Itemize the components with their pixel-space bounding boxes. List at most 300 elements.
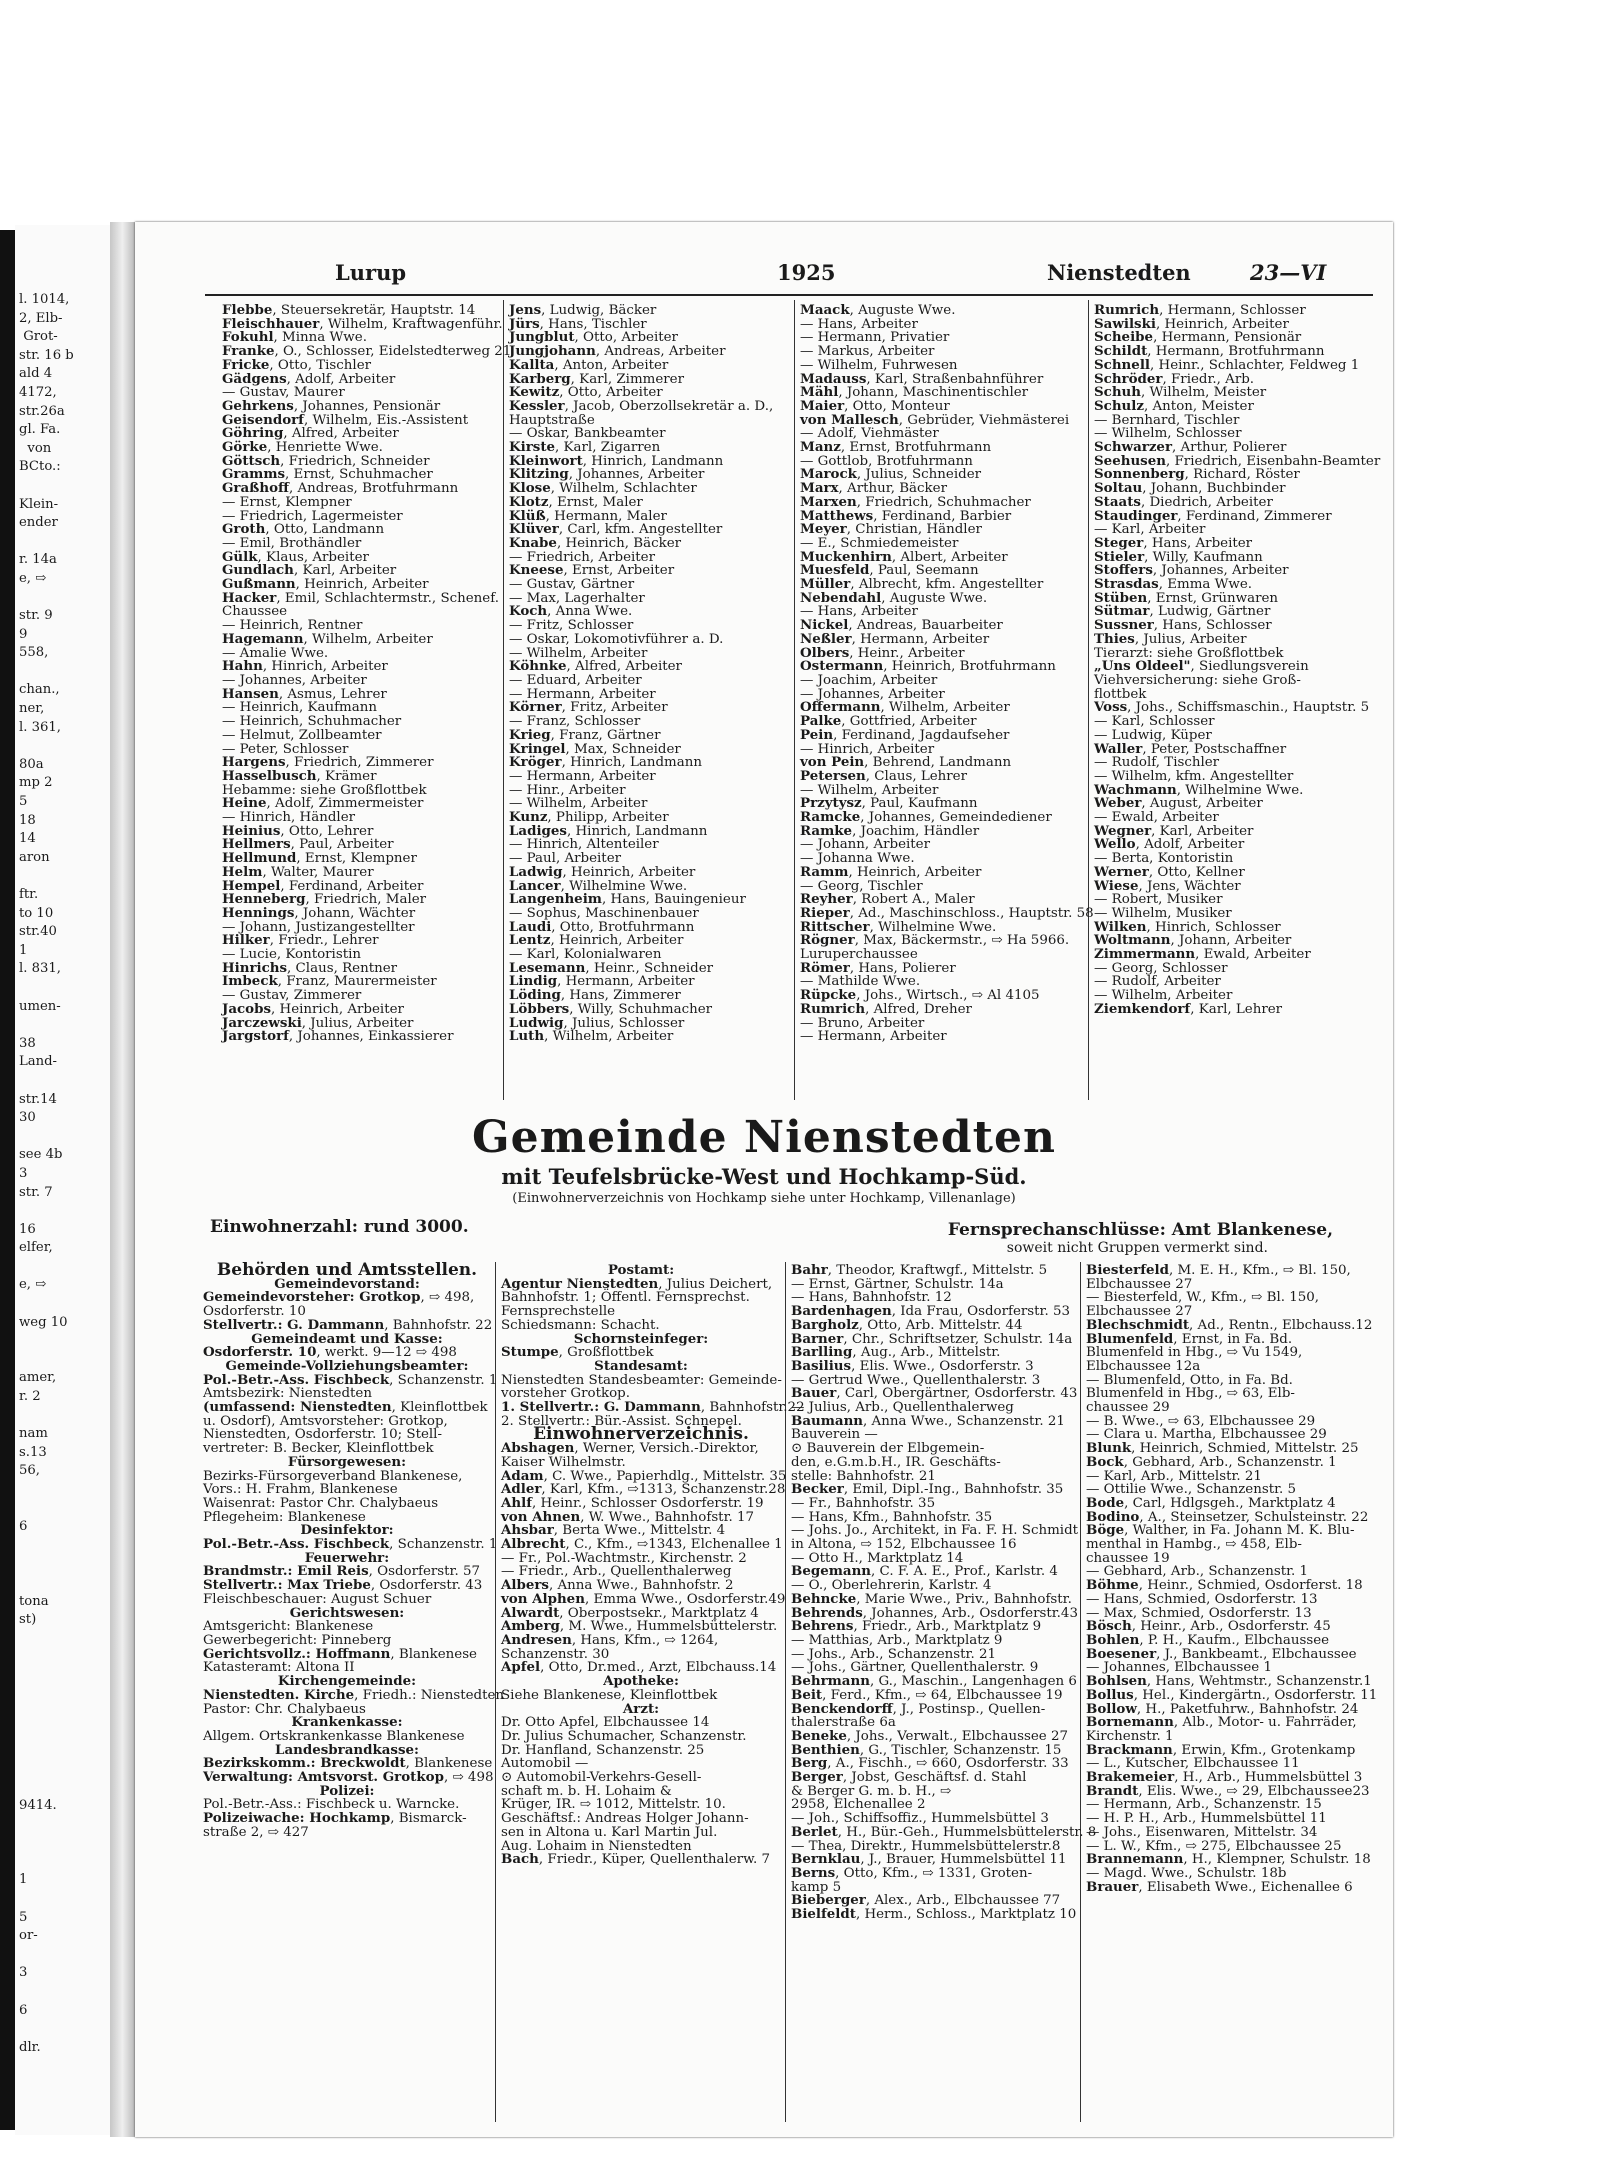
directory-entry: — Peter, Schlosser <box>222 741 349 757</box>
directory-entry: Kirste, Karl, Zigarren <box>509 439 661 456</box>
directory-entry: Behrends, Johannes, Arb., Osdorferstr.43 <box>791 1604 1078 1621</box>
directory-entry: — Johann, Justizangestellter <box>222 919 415 935</box>
directory-entry: Siehe Blankenese, Kleinflottbek <box>501 1687 718 1703</box>
directory-entry: Behrmann, G., Maschin., Langenhagen 6 <box>791 1673 1077 1690</box>
directory-entry: Steger, Hans, Arbeiter <box>1094 534 1253 551</box>
directory-entry: Polizeiwache: Hochkamp, Bismarck- <box>203 1810 467 1827</box>
directory-entry: — Karl, Schlosser <box>1094 714 1215 730</box>
directory-entry: Meyer, Christian, Händler <box>800 521 982 538</box>
directory-entry: — Hans, Arbeiter <box>800 316 918 332</box>
directory-entry: Kirchenstr. 1 <box>1086 1728 1174 1744</box>
directory-entry: Hagemann, Wilhelm, Arbeiter <box>222 630 433 647</box>
directory-entry: Kewitz, Otto, Arbeiter <box>509 384 663 401</box>
directory-entry: Hilker, Friedr., Lehrer <box>222 932 379 949</box>
directory-entry: Verwaltung: Amtsvorst. Grotkop, ⇨ 498 <box>203 1769 494 1786</box>
directory-entry: — Hermann, Arb., Schanzenstr. 15 <box>1086 1797 1322 1813</box>
directory-entry: Hempel, Ferdinand, Arbeiter <box>222 877 424 894</box>
directory-entry: — Fritz, Schlosser <box>509 618 634 634</box>
directory-entry: 2. Stellvertr.: Bür.-Assist. Schnepel. <box>501 1413 742 1429</box>
directory-entry: Gemeindeamt und Kasse: <box>251 1330 443 1347</box>
directory-entry: Wello, Adolf, Arbeiter <box>1094 836 1245 853</box>
telephone-note: Fernsprechanschlüsse: Amt Blankenese, <box>947 1220 1333 1240</box>
directory-entry: Jarczewski, Julius, Arbeiter <box>222 1014 414 1031</box>
directory-entry: Osdorferstr. 10 <box>203 1304 306 1320</box>
directory-entry: Wilken, Hinrich, Schlosser <box>1094 918 1281 935</box>
directory-entry: den, e.G.m.b.H., IR. Geschäfts- <box>791 1454 1001 1470</box>
directory-entry: Chaussee <box>222 604 288 620</box>
directory-entry: — Julius, Arb., Quellenthalerweg <box>791 1400 1014 1416</box>
directory-entry: — Wilhelm, Musiker <box>1094 905 1232 921</box>
binding-shadow <box>0 230 15 2130</box>
directory-entry: ⊙ Automobil-Verkehrs-Gesell- <box>501 1770 702 1786</box>
directory-entry: — Wilhelm, Arbeiter <box>509 645 648 661</box>
directory-entry: Luth, Wilhelm, Arbeiter <box>509 1028 674 1045</box>
directory-entry: — Biesterfeld, W., Kfm., ⇨ Bl. 150, <box>1086 1290 1320 1306</box>
directory-entry: Ahlf, Heinr., Schlosser Osdorferstr. 19 <box>501 1494 764 1511</box>
directory-entry: — Johannes, Arbeiter <box>800 686 945 702</box>
directory-entry: Hahn, Hinrich, Arbeiter <box>222 658 388 675</box>
directory-entry: Polizei: <box>319 1782 375 1799</box>
directory-entry: Nienstedten, Osdorferstr. 10; Stell- <box>203 1427 442 1443</box>
directory-entry: Desinfektor: <box>300 1522 394 1539</box>
directory-entry: Palke, Gottfried, Arbeiter <box>800 713 977 730</box>
directory-entry: von Ahnen, W. Wwe., Bahnhofstr. 17 <box>501 1508 755 1525</box>
directory-entry: 2958, Elchenallee 2 <box>791 1797 926 1813</box>
directory-entry: Körner, Fritz, Arbeiter <box>509 699 668 716</box>
directory-entry: Reyher, Robert A., Maler <box>800 891 975 908</box>
directory-entry: — Fr., Bahnhofstr. 35 <box>791 1495 936 1511</box>
directory-entry: Gewerbegericht: Pinneberg <box>203 1632 392 1648</box>
directory-entry: Franke, O., Schlosser, Eidelstedterweg 21 <box>222 343 512 360</box>
directory-entry: Wegner, Karl, Arbeiter <box>1094 822 1254 839</box>
directory-entry: Albers, Anna Wwe., Bahnhofstr. 2 <box>501 1577 734 1594</box>
column-divider <box>794 300 795 1100</box>
directory-entry: Marock, Julius, Schneider <box>800 466 982 483</box>
directory-entry: Blumenfeld, Ernst, in Fa. Bd. <box>1086 1330 1293 1347</box>
directory-entry: Becker, Emil, Dipl.-Ing., Bahnhofstr. 35 <box>791 1481 1064 1498</box>
directory-entry: Jens, Ludwig, Bäcker <box>509 302 657 318</box>
directory-entry: Manz, Ernst, Brotfuhrmann <box>800 439 992 456</box>
directory-entry: Behörden und Amtsstellen. <box>216 1260 478 1280</box>
directory-entry: — Rudolf, Tischler <box>1094 755 1220 771</box>
directory-entry: Dr. Julius Schumacher, Schanzenstr. <box>501 1728 747 1744</box>
directory-entry: — L., Kutscher, Elbchaussee 11 <box>1086 1756 1300 1772</box>
directory-entry: Voss, Johs., Schiffsmaschin., Hauptstr. 5 <box>1094 699 1370 716</box>
directory-entry: — O., Oberlehrerin, Karlstr. 4 <box>791 1578 992 1594</box>
directory-entry: Ladwig, Heinrich, Arbeiter <box>509 863 696 880</box>
directory-entry: — Hinrich, Altenteiler <box>509 837 659 853</box>
directory-entry: Rumrich, Alfred, Dreher <box>800 1000 972 1017</box>
directory-entry: Gehrkens, Johannes, Pensionär <box>222 397 441 414</box>
directory-entry: Apfel, Otto, Dr.med., Arzt, Elbchauss.14 <box>501 1659 777 1676</box>
directory-entry: — Amalie Wwe. <box>222 645 329 661</box>
directory-entry: Automobil — <box>501 1756 589 1772</box>
directory-entry: Matthews, Ferdinand, Barbier <box>800 507 1012 524</box>
directory-entry: Bardenhagen, Ida Frau, Osdorferstr. 53 <box>791 1303 1071 1320</box>
directory-entry: Nickel, Andreas, Bauarbeiter <box>800 617 1003 634</box>
directory-entry: Apotheke: <box>603 1673 679 1690</box>
directory-entry: Ludwig, Julius, Schlosser <box>509 1014 685 1031</box>
directory-entry: Abshagen, Werner, Versich.-Direktor, <box>501 1440 759 1457</box>
directory-entry: Klose, Wilhelm, Schlachter <box>509 480 697 497</box>
directory-entry: Gemeindevorstand: <box>274 1275 420 1292</box>
directory-entry: u. Osdorf), Amtsvorsteher: Grotkop, <box>203 1413 448 1429</box>
directory-entry: Ramke, Joachim, Händler <box>800 822 980 839</box>
directory-entry: — Thea, Direktr., Hummelsbüttelerstr.8 <box>791 1838 1061 1854</box>
nienstedten-column-4 <box>1086 1264 1381 1894</box>
directory-entry: — Rudolf, Arbeiter <box>1094 974 1221 990</box>
directory-entry: sen in Altona u. Karl Martin Jul. <box>501 1824 718 1840</box>
directory-entry: Kneese, Ernst, Arbeiter <box>509 562 675 579</box>
directory-entry: Stieler, Willy, Kaufmann <box>1094 548 1263 565</box>
directory-entry: — Joachim, Arbeiter <box>800 672 938 688</box>
directory-entry: Bösch, Heinr., Arb., Osdorferstr. 45 <box>1086 1618 1331 1635</box>
directory-entry: Baumann, Anna Wwe., Schanzenstr. 21 <box>791 1412 1065 1429</box>
directory-entry: Viehversicherung: siehe Groß- <box>1094 672 1301 688</box>
directory-entry: Ramcke, Johannes, Gemeindediener <box>800 809 1052 826</box>
directory-entry: — Hermann, Privatier <box>800 330 950 346</box>
directory-entry: Görke, Henriette Wwe. <box>222 439 383 456</box>
directory-entry: — Karl, Kolonialwaren <box>509 947 662 963</box>
directory-entry: Jacobs, Heinrich, Arbeiter <box>222 1000 404 1017</box>
directory-entry: Mähl, Johann, Maschinentischler <box>800 384 1029 401</box>
directory-entry: Rüpcke, Johs., Wirtsch., ⇨ Al 4105 <box>800 987 1040 1004</box>
directory-entry: Maier, Otto, Monteur <box>800 397 950 414</box>
directory-entry: Beneke, Johs., Verwalt., Elbchaussee 27 <box>791 1727 1068 1744</box>
directory-entry: Bornemann, Alb., Motor- u. Fahrräder, <box>1086 1714 1357 1731</box>
directory-entry: Nebendahl, Auguste Wwe. <box>800 589 988 606</box>
directory-entry: Brannemann, H., Klempner, Schulstr. 18 <box>1086 1851 1371 1868</box>
directory-entry: menthal in Hambg., ⇨ 458, Elb- <box>1086 1537 1302 1553</box>
directory-entry: Bollus, Hel., Kindergärtn., Osdorferstr. 11 <box>1086 1686 1378 1703</box>
directory-entry: Schwarzer, Arthur, Polierer <box>1094 439 1287 456</box>
directory-entry: Flebbe, Steuersekretär, Hauptstr. 14 <box>222 302 476 318</box>
directory-entry: Fürsorgewesen: <box>287 1453 407 1470</box>
directory-entry: Soltau, Johann, Buchbinder <box>1094 480 1286 497</box>
directory-entry: — Hans, Schmied, Osdorferstr. 13 <box>1086 1591 1318 1607</box>
directory-entry: Koch, Anna Wwe. <box>509 603 633 620</box>
directory-entry: Böhme, Heinr., Schmied, Osdorferst. 18 <box>1086 1577 1363 1594</box>
page-number: 23—VI <box>1250 260 1327 285</box>
directory-entry: kamp 5 <box>791 1879 842 1895</box>
directory-entry: Klüß, Hermann, Maler <box>509 507 667 524</box>
directory-entry: — Johanna Wwe. <box>800 851 915 867</box>
directory-entry: Gemeindevorsteher: Grotkop, ⇨ 498, <box>203 1289 475 1306</box>
column-divider <box>503 300 504 1100</box>
nienstedten-column-3 <box>791 1262 1097 1923</box>
directory-entry: Krüger, IR. ⇨ 1012, Mittelstr. 10. <box>501 1797 726 1813</box>
directory-entry: Gerichtswesen: <box>289 1604 405 1621</box>
directory-entry: Berlet, H., Bür.-Geh., Hummelsbüttelerstr. 8 <box>791 1823 1097 1840</box>
directory-entry: Göttsch, Friedrich, Schneider <box>222 452 430 469</box>
directory-entry: Landesbrandkasse: <box>275 1741 419 1758</box>
directory-entry: — Adolf, Viehmäster <box>800 426 939 442</box>
directory-entry: Basilius, Elis. Wwe., Osdorferstr. 3 <box>791 1357 1034 1374</box>
directory-entry: „Uns Oldeel", Siedlungsverein <box>1094 658 1309 675</box>
directory-entry: Müller, Albrecht, kfm. Angestellter <box>800 576 1044 593</box>
directory-entry: Bock, Gebhard, Arb., Schanzenstr. 1 <box>1086 1453 1337 1470</box>
directory-entry: Bezirks-Fürsorgeverband Blankenese, <box>203 1468 463 1484</box>
directory-entry: Gußmann, Heinrich, Arbeiter <box>222 576 429 593</box>
directory-entry: Schanzenstr. 30 <box>501 1646 610 1662</box>
directory-entry: Dr. Hanfland, Schanzenstr. 25 <box>501 1742 705 1758</box>
directory-entry: Laudi, Otto, Brotfuhrmann <box>509 918 695 935</box>
directory-entry: Köhnke, Alfred, Arbeiter <box>509 658 682 675</box>
directory-entry: Imbeck, Franz, Maurermeister <box>222 973 437 990</box>
left-facing-page <box>15 225 113 2135</box>
directory-entry: Langenheim, Hans, Bauingenieur <box>509 891 746 908</box>
directory-entry: Thies, Julius, Arbeiter <box>1094 630 1247 647</box>
directory-entry: Kirchengemeinde: <box>277 1673 417 1690</box>
directory-entry: — Johs., Gärtner, Quellenthalerstr. 9 <box>791 1660 1039 1676</box>
directory-entry: Benthien, G., Tischler, Schanzenstr. 15 <box>791 1741 1062 1758</box>
directory-entry: Fleischbeschauer: August Schuer <box>203 1591 432 1607</box>
column-divider <box>1088 300 1089 1100</box>
directory-entry: Amberg, M. Wwe., Hummelsbüttelerstr. <box>501 1618 778 1635</box>
directory-entry: Hinrichs, Claus, Rentner <box>222 959 398 976</box>
directory-entry: Knabe, Heinrich, Bäcker <box>509 534 682 551</box>
lurup-column-4 <box>1094 304 1384 1017</box>
lurup-column-2 <box>509 304 789 1044</box>
left-page-fragments: l. 1014, 2, Elb- Grot- str. 16 b ald 4 4172, str.26a gl. Fa. von BCto.: Klein- ender r. 14a e, ⇨ str. 9 9 558, chan., ner, l. 361, 80a mp 2 5 18 14 aron ftr. to 10 str.40 1 l. 831, umen- 38 Land- str.14 30 see 4b 3 str. 7 16 elfer, e, ⇨ weg 10 amer, r. 2 nam s.13 56, 6 tona st) 9414. 1 5 or- 3 6 dlr. <box>19 292 74 2055</box>
directory-entry: Pol.-Betr.-Ass. Fischbeck, Schanzenstr. 1 <box>203 1371 498 1388</box>
directory-entry: Bauer, Carl, Obergärtner, Osdorferstr. 43 <box>791 1385 1078 1402</box>
directory-entry: Woltmann, Johann, Arbeiter <box>1094 932 1292 949</box>
directory-entry: Albrecht, C., Kfm., ⇨1343, Elchenallee 1 <box>501 1536 783 1553</box>
directory-entry: chaussee 19 <box>1086 1550 1170 1566</box>
directory-entry: Bohlsen, Hans, Wehtmstr., Schanzenstr.1 <box>1086 1673 1372 1690</box>
directory-entry: — Ludwig, Küper <box>1094 727 1212 743</box>
header-rule <box>205 294 1373 296</box>
directory-entry: in Altona, ⇨ 152, Elbchaussee 16 <box>791 1537 1017 1553</box>
directory-entry: Berger, Jobst, Geschäftsf. d. Stahl <box>791 1769 1027 1786</box>
directory-entry: Helm, Walter, Maurer <box>222 863 374 880</box>
directory-entry: Wachmann, Wilhelmine Wwe. <box>1094 781 1304 798</box>
directory-entry: Krankenkasse: <box>291 1714 403 1731</box>
directory-entry: Bollow, H., Paketfuhrw., Bahnhofstr. 24 <box>1086 1700 1359 1717</box>
directory-entry: Löbbers, Willy, Schuhmacher <box>509 1000 713 1017</box>
directory-entry: Werner, Otto, Kellner <box>1094 863 1245 880</box>
directory-entry: Lindig, Hermann, Arbeiter <box>509 973 695 990</box>
directory-entry: Heinius, Otto, Lehrer <box>222 822 374 839</box>
directory-entry: Schildt, Hermann, Brotfuhrmann <box>1094 343 1325 360</box>
directory-entry: Klotz, Ernst, Maler <box>509 493 643 510</box>
directory-entry: Gülk, Klaus, Arbeiter <box>222 548 369 565</box>
directory-entry: Waller, Peter, Postschaffner <box>1094 740 1287 757</box>
directory-entry: Schnell, Heinr., Schlachter, Feldweg 1 <box>1094 356 1360 373</box>
directory-entry: Göhring, Alfred, Arbeiter <box>222 425 399 442</box>
directory-entry: Marxen, Friedrich, Schuhmacher <box>800 493 1031 510</box>
directory-entry: — Max, Lagerhalter <box>509 590 645 606</box>
directory-entry: von Mallesch, Gebrüder, Viehmästerei <box>800 411 1070 428</box>
directory-entry: Schornsteinfeger: <box>573 1330 709 1347</box>
directory-entry: — Berta, Kontoristin <box>1094 851 1234 867</box>
directory-entry: Stellvertr.: G. Dammann, Bahnhofstr. 22 <box>203 1316 493 1333</box>
directory-entry: — Georg, Tischler <box>800 878 923 894</box>
directory-entry: Bahr, Theodor, Kraftwgf., Mittelstr. 5 <box>791 1262 1048 1278</box>
directory-entry: — Wilhelm, Fuhrwesen <box>800 357 958 373</box>
directory-entry: vertreter: B. Becker, Kleinflottbek <box>203 1441 434 1457</box>
directory-entry: Bohlen, P. H., Kaufm., Elbchaussee <box>1086 1631 1330 1648</box>
directory-entry: Jungblut, Otto, Arbeiter <box>509 329 678 346</box>
directory-entry: Hasselbusch, Krämer <box>222 767 377 784</box>
directory-entry: von Alphen, Emma Wwe., Osdorferstr.49 <box>501 1590 786 1607</box>
directory-entry: Bodino, A., Steinsetzer, Schulsteinstr. 22 <box>1086 1508 1369 1525</box>
directory-entry: Adler, Karl, Kfm., ⇨1313, Schanzenstr.28 <box>501 1481 786 1498</box>
directory-entry: — Heinrich, Rentner <box>222 618 363 634</box>
directory-entry: Katasteramt: Altona II <box>203 1660 355 1676</box>
directory-entry: Kessler, Jacob, Oberzollsekretär a. D., <box>509 397 774 414</box>
directory-entry: — Markus, Arbeiter <box>800 344 935 360</box>
directory-entry: Lesemann, Heinr., Schneider <box>509 959 714 976</box>
directory-entry: Kallta, Anton, Arbeiter <box>509 356 669 373</box>
directory-entry: — Oskar, Lokomotivführer a. D. <box>509 631 724 647</box>
directory-entry: Wiese, Jens, Wächter <box>1094 877 1241 894</box>
directory-entry: Gemeinde-Vollziehungsbeamter: <box>225 1357 469 1374</box>
directory-entry: von Pein, Behrend, Landmann <box>800 754 1012 771</box>
directory-entry: Kaiser Wilhelmstr. <box>501 1454 626 1470</box>
directory-entry: Postamt: <box>607 1262 675 1278</box>
directory-entry: Beit, Ferd., Kfm., ⇨ 64, Elbchaussee 19 <box>791 1686 1063 1703</box>
section-note: (Einwohnerverzeichnis von Hochkamp siehe unter Hochkamp, Villenanlage) <box>512 1191 1016 1206</box>
directory-entry: — Sophus, Maschinenbauer <box>509 905 699 921</box>
directory-entry: — Blumenfeld, Otto, in Fa. Bd. <box>1086 1372 1293 1388</box>
directory-entry: — E., Schmiedemeister <box>800 535 959 551</box>
directory-entry: Gundlach, Karl, Arbeiter <box>222 562 397 579</box>
directory-entry: Schuh, Wilhelm, Meister <box>1094 384 1267 401</box>
directory-entry: — Helmut, Zollbeamter <box>222 727 382 743</box>
directory-entry: — Karl, Arb., Mittelstr. 21 <box>1086 1468 1262 1484</box>
directory-entry: Aug. Lohaim in Nienstedten <box>501 1838 692 1854</box>
directory-entry: Henneberg, Friedrich, Maler <box>222 891 427 908</box>
directory-entry: Hellmers, Paul, Arbeiter <box>222 836 394 853</box>
directory-entry: Stumpe, Großflottbek <box>501 1344 654 1361</box>
directory-entry: Sussner, Hans, Schlosser <box>1094 617 1272 634</box>
directory-entry: — L. W., Kfm., ⇨ 275, Elbchaussee 25 <box>1086 1838 1342 1854</box>
directory-entry: Blumenfeld in Hbg., ⇨ 63, Elb- <box>1086 1386 1295 1402</box>
directory-entry: Petersen, Claus, Lehrer <box>800 767 967 784</box>
nienstedten-column-2 <box>501 1262 805 1868</box>
header-right: Nienstedten <box>1047 260 1191 285</box>
directory-entry: Allgem. Ortskrankenkasse Blankenese <box>203 1728 465 1744</box>
directory-entry: Vors.: H. Frahm, Blankenese <box>203 1482 398 1498</box>
directory-entry: vorsteher Grotkop. <box>501 1386 630 1402</box>
directory-entry: Hansen, Asmus, Lehrer <box>222 685 387 702</box>
directory-entry: Kröger, Hinrich, Landmann <box>509 754 702 771</box>
directory-entry: Ostermann, Heinrich, Brotfuhrmann <box>800 658 1056 675</box>
directory-entry: — Hans, Arbeiter <box>800 604 918 620</box>
directory-entry: Nienstedten Standesbeamter: Gemeinde- <box>501 1372 782 1388</box>
lurup-column-3 <box>800 302 1094 1045</box>
directory-entry: Krieg, Franz, Gärtner <box>509 726 661 743</box>
directory-entry: straße 2, ⇨ 427 <box>203 1824 309 1840</box>
directory-entry: — Robert, Musiker <box>1094 892 1223 908</box>
directory-entry: Benckendorff, J., Postinsp., Quellen- <box>791 1700 1046 1717</box>
directory-entry: Rieper, Ad., Maschinschloss., Hauptstr. 58 <box>800 904 1094 921</box>
directory-entry: — Bernhard, Tischler <box>1094 412 1240 428</box>
directory-entry: — Ernst, Klempner <box>222 494 352 510</box>
directory-entry: — Gebhard, Arb., Schanzenstr. 1 <box>1086 1564 1309 1580</box>
directory-entry: Feuerwehr: <box>304 1549 390 1566</box>
directory-entry: Elbchaussee 27 <box>1086 1276 1193 1292</box>
directory-entry: Brandmstr.: Emil Reis, Osdorferstr. 57 <box>203 1563 481 1580</box>
directory-entry: Pastor: Chr. Chalybaeus <box>203 1701 366 1717</box>
directory-entry: — Johs. Jo., Architekt, in Fa. F. H. Schmidt <box>791 1523 1079 1539</box>
directory-entry: — Hermann, Arbeiter <box>509 686 656 702</box>
directory-entry: — Heinrich, Schuhmacher <box>222 714 402 730</box>
directory-entry: — Hermann, Arbeiter <box>800 1029 947 1045</box>
directory-entry: Andresen, Hans, Kfm., ⇨ 1264, <box>501 1631 719 1648</box>
directory-entry: Muesfeld, Paul, Seemann <box>800 562 979 579</box>
directory-entry: Schiedsmann: Schacht. <box>501 1317 660 1333</box>
directory-entry: Staudinger, Ferdinand, Zimmerer <box>1094 507 1332 524</box>
directory-entry: — Gustav, Maurer <box>222 385 345 401</box>
directory-entry: Blumenfeld in Hbg., ⇨ Vu 1549, <box>1086 1345 1303 1361</box>
directory-entry: Fokuhl, Minna Wwe. <box>222 329 367 346</box>
directory-entry: Kringel, Max, Schneider <box>509 740 681 757</box>
column-divider <box>785 1262 786 2122</box>
directory-entry: Geisendorf, Wilhelm, Eis.-Assistent <box>222 411 469 428</box>
directory-entry: — Lucie, Kontoristin <box>222 947 361 963</box>
directory-entry: — Gustav, Gärtner <box>509 577 635 593</box>
directory-entry: Graßhoff, Andreas, Brotfuhrmann <box>222 480 459 497</box>
directory-entry: Rittscher, Wilhelmine Wwe. <box>800 918 997 935</box>
directory-entry: Klüver, Carl, kfm. Angestellter <box>509 521 723 538</box>
directory-entry: Offermann, Wilhelm, Arbeiter <box>800 699 1010 716</box>
directory-entry: chaussee 29 <box>1086 1400 1170 1416</box>
directory-entry: — Georg, Schlosser <box>1094 960 1228 976</box>
directory-entry: Ziemkendorf, Karl, Lehrer <box>1094 1000 1283 1017</box>
directory-entry: Heine, Adolf, Zimmermeister <box>222 795 424 812</box>
directory-entry: Elbchaussee 27 <box>1086 1304 1193 1320</box>
directory-entry: Berns, Otto, Kfm., ⇨ 1331, Groten- <box>791 1864 1033 1881</box>
directory-entry: Blechschmidt, Ad., Rentn., Elbchauss.12 <box>1086 1316 1373 1333</box>
directory-entry: — B. Wwe., ⇨ 63, Elbchaussee 29 <box>1086 1413 1316 1429</box>
directory-entry: Hennings, Johann, Wächter <box>222 904 416 921</box>
directory-entry: thalerstraße 6a <box>791 1715 896 1731</box>
directory-entry: Stellvertr.: Max Triebe, Osdorferstr. 43 <box>203 1577 483 1594</box>
directory-entry: Fricke, Otto, Tischler <box>222 356 372 373</box>
directory-entry: — Karl, Arbeiter <box>1094 522 1206 538</box>
directory-entry: — H. P. H., Arb., Hummelsbüttel 11 <box>1086 1811 1327 1827</box>
directory-entry: Brandt, Elis. Wwe., ⇨ 29, Elbchaussee23 <box>1086 1782 1370 1799</box>
directory-entry: ⊙ Bauverein der Elbgemein- <box>791 1441 985 1457</box>
directory-entry: Olbers, Heinr., Arbeiter <box>800 644 965 661</box>
page-header <box>135 260 1393 290</box>
directory-entry: — Ottilie Wwe., Schanzenstr. 5 <box>1086 1482 1297 1498</box>
directory-entry: Bode, Carl, Hdlgsgeh., Marktplatz 4 <box>1086 1494 1336 1511</box>
directory-entry: — Wilhelm, Arbeiter <box>800 782 939 798</box>
directory-entry: Einwohnerverzeichnis. <box>533 1424 749 1445</box>
directory-entry: stelle: Bahnhofstr. 21 <box>791 1468 936 1484</box>
directory-entry: Pol.-Betr.-Ass.: Fischbeck u. Warncke. <box>203 1797 460 1813</box>
directory-entry: — Fr., Pol.-Wachtmstr., Kirchenstr. 2 <box>501 1550 747 1566</box>
directory-entry: Jungjohann, Andreas, Arbeiter <box>509 343 726 360</box>
directory-entry: Rumrich, Hermann, Schlosser <box>1094 302 1306 318</box>
section-title: Gemeinde Nienstedten <box>472 1112 1056 1163</box>
directory-entry: Kunz, Philipp, Arbeiter <box>509 809 669 826</box>
column-divider <box>1080 1262 1081 2122</box>
directory-entry: Boesener, J., Bankbeamt., Elbchaussee <box>1086 1645 1357 1662</box>
directory-entry: Strasdas, Emma Wwe. <box>1094 576 1253 593</box>
directory-entry: — Johannes, Arbeiter <box>222 672 367 688</box>
directory-entry: Agentur Nienstedten, Julius Deichert, <box>501 1275 773 1292</box>
directory-entry: Dr. Otto Apfel, Elbchaussee 14 <box>501 1715 710 1731</box>
directory-entry: — Max, Schmied, Osdorferstr. 13 <box>1086 1605 1312 1621</box>
directory-entry: — Franz, Schlosser <box>509 714 641 730</box>
directory-entry: Muckenhirn, Albert, Arbeiter <box>800 548 1008 565</box>
directory-entry: Rögner, Max, Bäckermstr., ⇨ Ha 5966. <box>800 932 1070 949</box>
